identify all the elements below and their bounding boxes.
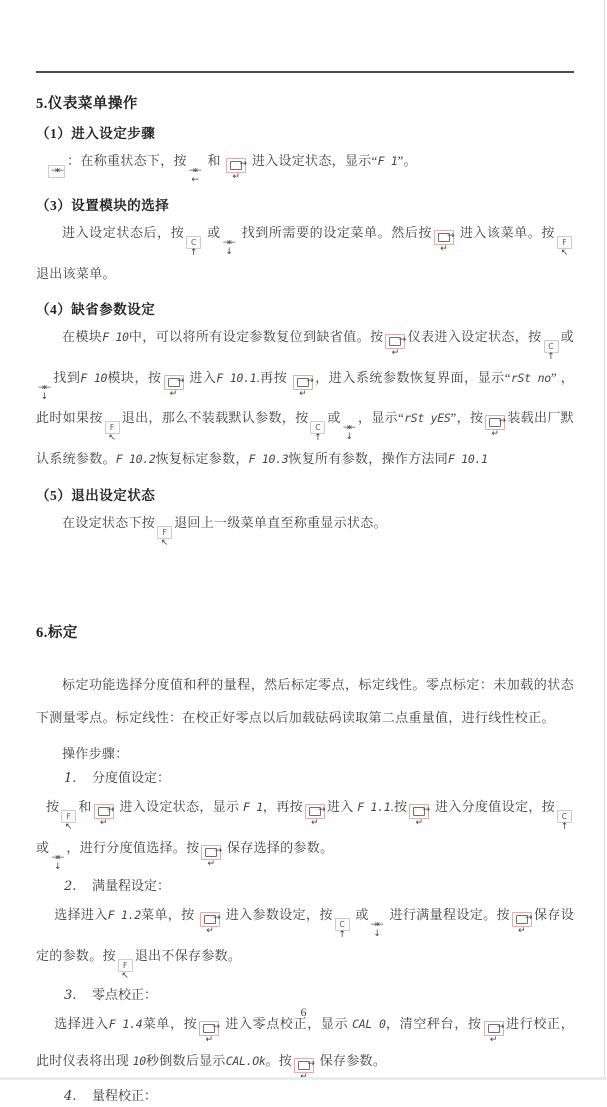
step-number: 4.: [64, 1089, 77, 1104]
body-text: 和: [78, 799, 92, 814]
enter-key-icon: → ↵: [94, 804, 114, 828]
enter-setting-line: [36, 145, 574, 185]
body-text: 选择进入: [54, 1016, 109, 1031]
body-text: ，进行分度值选择。按: [66, 840, 200, 855]
step-2-para: [36, 899, 574, 981]
func-key-icon: F ↖: [61, 810, 76, 832]
body-text: ” ，此时如果按: [36, 370, 575, 425]
segment-display-text: F 1.4: [108, 1017, 143, 1031]
body-text: 保存选择的参数。: [223, 840, 334, 855]
section-6-title: 6.标定: [36, 625, 78, 641]
body-text: 秒倒数后显示: [145, 1053, 226, 1068]
step-1-para: [36, 791, 574, 872]
step-title: 满量程设定：: [92, 878, 171, 893]
step-number: 2.: [64, 879, 77, 894]
body-text: 恢复所有参数，操作方法同: [288, 451, 449, 466]
body-text: ，进入系统参数恢复界面，显示“: [315, 370, 511, 385]
body-text: 保存设定的参数。按: [36, 907, 575, 963]
segment-display-text: F 10.2: [115, 452, 156, 466]
segment-display-text: CAL.Ok: [225, 1054, 266, 1068]
body-text: 退出不保存参数。: [134, 948, 242, 963]
step-title: 分度值设定：: [92, 770, 171, 785]
calibration-intro: [36, 668, 574, 734]
sub-5-title: （5）退出设定状态: [36, 488, 156, 503]
body-text: .再按: [256, 370, 292, 385]
body-text: 或: [560, 329, 574, 344]
step-title: 零点校正：: [92, 987, 158, 1002]
body-text: 找到: [53, 370, 81, 385]
enter-key-icon: → ↵: [293, 375, 313, 399]
body-text: 选择进入: [54, 907, 108, 922]
top-rule: [36, 71, 574, 73]
body-text: 进入: [326, 799, 358, 814]
body-text: 或: [203, 225, 221, 240]
step-2-head: [36, 876, 574, 897]
segment-display-text: F 10.1: [448, 452, 488, 466]
body-text: 进入: [185, 370, 217, 385]
body-text: 。按: [265, 1053, 293, 1068]
segment-display-text: F 1.2: [107, 908, 141, 922]
enter-key-icon: → ↵: [409, 804, 429, 828]
enter-key-icon: → ↵: [484, 1021, 504, 1045]
page-number: 6: [300, 1005, 307, 1019]
enter-key-icon: → ↵: [201, 845, 221, 869]
body-text: 标定功能选择分度值和秤的量程，然后标定零点，标定线性。零点标定：未加载的状态下测量零点。标定线性：在校正好零点以后加载砝码读取第二点重量值，进行线性校正。: [36, 677, 574, 725]
section-5-title: 5.仪表菜单操作: [36, 96, 138, 112]
segment-display-text: F 10.3: [248, 452, 289, 466]
body-text: 装载出厂默认系统参数。: [36, 410, 574, 466]
body-text: 菜单，按: [142, 1016, 198, 1031]
enter-key-icon: → ↵: [164, 375, 184, 399]
body-text: 进入设定状态后，按: [62, 225, 185, 240]
shift-key-icon: ⇥⇤ ↓: [38, 383, 50, 402]
segment-display-text: F 10: [80, 371, 108, 385]
body-text: 进行校正，此时仪表将出现: [36, 1016, 574, 1068]
sub-1-title: （1）进入设定步骤: [36, 126, 156, 141]
step-1-head: [36, 768, 574, 789]
segment-display-text: 10: [132, 1054, 146, 1068]
clear-key-icon: C ↑: [310, 421, 325, 443]
segment-display-text: rSt no: [510, 371, 551, 385]
body-text: ”，按: [450, 410, 484, 425]
enter-key-icon: → ↵: [434, 230, 454, 254]
body-text: 退回上一级菜单直至称重显示状态。: [174, 515, 387, 530]
sub-3-title: （3）设置模块的选择: [36, 198, 170, 213]
shift-key-icon: ⇥⇤ ↓: [370, 920, 382, 939]
body-text: 退出，那么不装载默认参数，按: [121, 410, 309, 425]
step-number: 1.: [64, 771, 77, 786]
step-3-head: [36, 985, 574, 1006]
clear-key-icon: C ↑: [186, 236, 201, 258]
step-number: 3.: [64, 988, 77, 1003]
enter-key-icon: → ↵: [385, 334, 405, 358]
page-edge-right: [604, 0, 605, 1080]
body-text: 找到所需要的设定菜单。然后按: [237, 225, 432, 240]
body-text: 或: [351, 907, 369, 922]
body-text: ，清空秤台，按: [385, 1016, 482, 1031]
default-param-para: [36, 321, 574, 475]
tare-key-icon: ⇥⇤ ←: [188, 166, 200, 185]
shift-key-icon: ⇥⇤ ↓: [222, 238, 234, 257]
body-text: 或: [36, 840, 50, 855]
func-key-icon: F ↖: [557, 236, 572, 258]
body-text: 在模块: [62, 329, 103, 344]
body-text: ：在称重状态下，按: [67, 153, 187, 168]
func-key-icon: F ↖: [105, 421, 120, 443]
enter-key-icon: → ↵: [305, 804, 325, 828]
document-content: [36, 0, 574, 1107]
body-text: ”。: [397, 153, 417, 168]
body-text: 模块，按: [107, 370, 162, 385]
clear-key-icon: C ↑: [335, 918, 350, 940]
body-text: ，显示“: [357, 410, 405, 425]
segment-display-text: F 1.1: [357, 800, 391, 814]
body-text: 中，可以将所有设定参数复位到缺省值。按: [128, 329, 384, 344]
body-text: 进入该菜单。按: [456, 225, 555, 240]
tare-icon: ⇥⇤: [48, 165, 65, 178]
module-select-para: [36, 217, 574, 289]
segment-display-text: rSt yES: [404, 411, 451, 425]
body-text: 保存参数。: [316, 1053, 387, 1068]
steps-label: [36, 744, 574, 764]
shift-key-icon: ⇥⇤ ↓: [342, 423, 354, 442]
enter-key-icon: → ↵: [512, 912, 532, 936]
body-text: 操作步骤：: [62, 746, 129, 761]
body-text: 进入参数设定，按: [222, 907, 333, 922]
body-text: 按: [46, 799, 60, 814]
step-title: 量程校正：: [92, 1088, 158, 1103]
enter-key-icon: → ↵: [226, 158, 246, 182]
body-text: 进行满量程设定。按: [385, 907, 510, 922]
body-text: 或: [327, 410, 341, 425]
func-key-icon: F ↖: [157, 526, 172, 548]
body-text: .按: [390, 799, 408, 814]
segment-display-text: F 1: [377, 154, 398, 168]
body-text: 仪表进入设定状态，按: [407, 329, 542, 344]
clear-key-icon: C ↑: [544, 340, 559, 362]
step-4-head: [36, 1086, 574, 1107]
enter-key-icon: → ↵: [485, 415, 505, 439]
clear-key-icon: C ↑: [557, 810, 572, 832]
segment-display-text: F 10.1: [216, 371, 257, 385]
body-text: 进入设定状态，显示“: [248, 153, 378, 168]
enter-key-icon: → ↵: [199, 1021, 219, 1045]
shift-key-icon: ⇥⇤ ↓: [51, 853, 63, 872]
segment-display-text: F 10: [102, 330, 129, 344]
body-text: 进入零点校正，显示: [221, 1016, 353, 1031]
body-text: 进入分度值设定，按: [431, 799, 555, 814]
body-text: 和: [203, 153, 225, 168]
segment-display-text: CAL 0: [352, 1017, 386, 1031]
exit-setting-para: [36, 507, 574, 548]
body-text: 退出该菜单。: [36, 266, 116, 281]
func-key-icon: F ↖: [118, 959, 133, 981]
sub-4-title: （4）缺省参数设定: [36, 302, 156, 317]
body-text: ，再按: [262, 799, 303, 814]
body-text: 菜单，按: [140, 907, 199, 922]
segment-display-text: F 1: [242, 800, 263, 814]
body-text: 恢复标定参数，: [155, 451, 249, 466]
body-text: 进入设定状态，显示: [115, 799, 243, 814]
body-text: 在设定状态下按: [62, 515, 156, 530]
enter-key-icon: → ↵: [200, 912, 220, 936]
